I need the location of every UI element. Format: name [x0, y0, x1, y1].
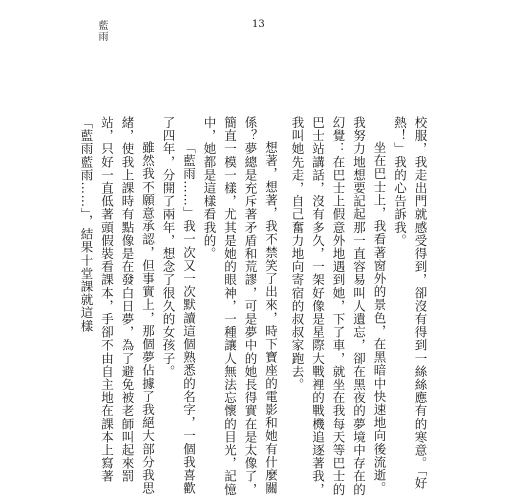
body-text: [79, 116, 430, 496]
paragraph: 「藍雨……」我一次又一次默讀這個熟悉的名字，一個我喜歡了四年，分開了兩年，想念了很久的女孩子。: [161, 116, 197, 495]
paragraph: 坐在巴士上，我看著窗外的景色，在黑暗中快速地向後流逝。我努力地想要記起那一直容易叫人遺忘，卻在黑夜的夢境中存在的幻覺：在巴士上假意外地遇到她，下了車，就坐在我每天等巴士的巴士站講話，沒有多久，一架好像是星際大戰裡的戰機追逐著我，我叫她先走，自己奮力地向寄宿的叔叔家跑去。: [290, 116, 387, 496]
paragraph: 雖然我不願意承認，但事實上，那個夢佔據了我絕大部分我思緒，使我上課時有點像是在發白日夢，為了避免被老師叫起來罰站，只好一直低著頭假裝看課本，手卻不由自主地在課本上寫著「藍雨藍雨……」，結果十堂課就這樣: [79, 116, 156, 495]
page-number: 13: [252, 19, 265, 30]
paragraph-continued: 校服，我走出門就感受得到，卻沒有得到一絲絲應有的寒意。「好熱！」我的心告訴我。: [392, 116, 428, 490]
paragraph: 想著，想著，我不禁笑了出來，時下寶座的電影和她有什麼關係？夢總是充斥著矛盾和荒謬，可是夢中的她長得實在是太像了，簡直一模一樣，尤其是她的眼神，一種讓人無法忘懷的目光，記憶中，她都是這樣看我的。: [202, 116, 279, 496]
running-header-title: 藍雨: [96, 20, 107, 42]
